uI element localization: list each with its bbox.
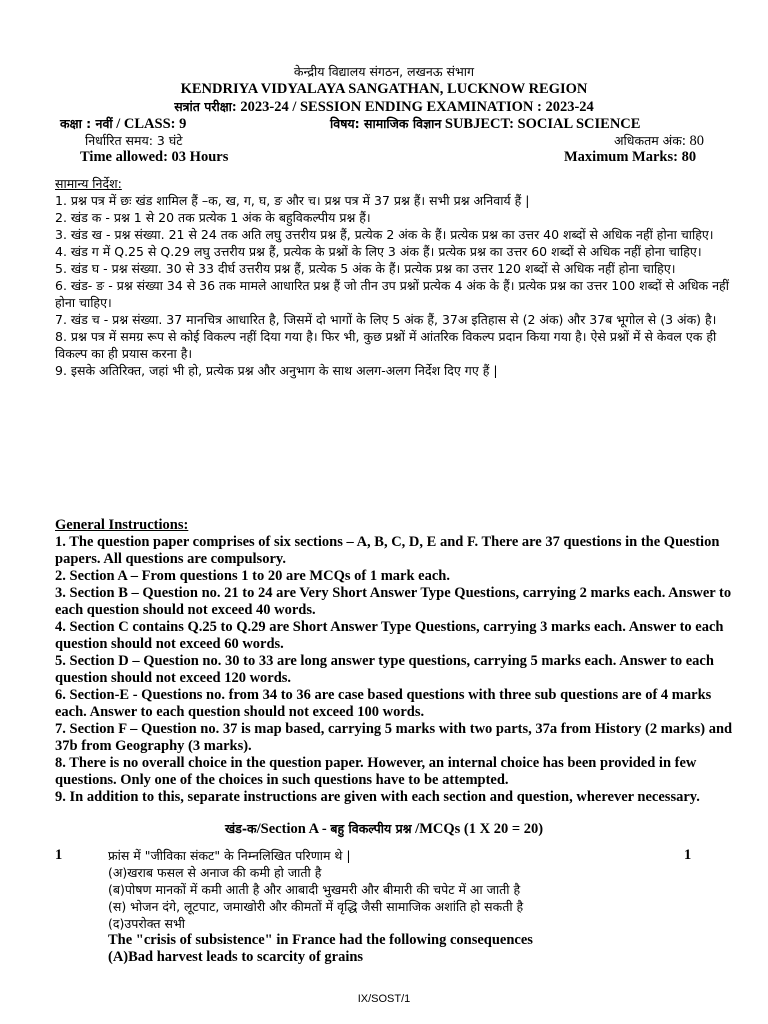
exam-title-english: : 2023-24 / SESSION ENDING EXAMINATION : 2023-24 (231, 99, 594, 115)
question-1-stem-hindi: फ्रांस में "जीविका संकट" के निम्नलिखित परिणाम थे | (108, 848, 351, 863)
question-1-option-a-english: (A)Bad harvest leads to scarcity of grains (108, 949, 364, 965)
english-instruction-2: 2. Section A – From questions 1 to 20 are MCQs of 1 mark each. (55, 568, 450, 584)
page-footer: IX/SOST/1 (357, 993, 411, 1005)
question-1-option-a-hindi: (अ)खराब फसल से अनाज की कमी हो जाती है (108, 865, 322, 880)
max-marks-hindi: अधिकतम अंक: 80 (614, 133, 704, 149)
question-marks: 1 (684, 847, 692, 863)
question-1-option-b-hindi: (ब)पोषण मानकों में कमी आती है और आबादी भुखमरी और बीमारी की चपेट में आ जाती है (108, 882, 521, 897)
hindi-instruction-3: 3. खंड ख - प्रश्न संख्या. 21 से 24 तक अति लघु उत्तरीय प्रश्न हैं, प्रत्येक 2 अंक के हैं। प्रत्येक प्रश्न का उत्तर 40 शब्दों से अधिक नहीं होना चाहिए। (55, 227, 714, 242)
english-instruction-1: 1. The question paper comprises of six sections – A, B, C, D, E and F. There are 37 questions in the Question papers. All questions are compulsory. (55, 534, 720, 567)
org-name-hindi: केन्द्रीय विद्यालय संगठन, लखनऊ संभाग (293, 64, 475, 79)
exam-title-hindi: सत्रांत परीक्षा (174, 99, 232, 114)
english-instruction-8: 8. There is no overall choice in the question paper. However, an internal choice has been provided in few questions. Only one of the choices in such questions have to be attempted. (55, 755, 697, 788)
english-instruction-6: 6. Section-E - Questions no. from 34 to 36 are case based questions with three sub questions are of 4 marks each. Answer to each question should not exceed 100 words. (55, 687, 712, 720)
hindi-instructions (55, 175, 735, 379)
question-number: 1 (55, 847, 63, 863)
hindi-instruction-2: 2. खंड क - प्रश्न 1 से 20 तक प्रत्येक 1 अंक के बहुविकल्पीय प्रश्न हैं। (55, 210, 371, 225)
hindi-instruction-1: 1. प्रश्न पत्र में छः खंड शामिल हैं –क, ख, ग, घ, ङ और च। प्रश्न पत्र में 37 प्रश्न हैं। सभी प्रश्न अनिवार्य हैं | (55, 193, 530, 208)
hindi-instruction-7: 7. खंड च - प्रश्न संख्या. 37 मानचित्र आधारित है, जिसमें दो भागों के लिए 5 अंक हैं, 37अ इतिहास से (2 अंक) और 37ब भूगोल से (3 अंक) है। (55, 312, 717, 327)
hindi-instruction-5: 5. खंड घ - प्रश्न संख्या. 30 से 33 दीर्घ उत्तरीय प्रश्न हैं, प्रत्येक 5 अंक के हैं। प्रत्येक प्रश्न का उत्तर 120 शब्दों से अधिक नहीं होना चाहिए। (55, 261, 676, 276)
class-label-english: / CLASS: 9 (112, 116, 187, 132)
section-a-heading: खंड-क/Section A - बहु विकल्पीय प्रश्न /MCQs (1 X 20 = 20) (224, 821, 544, 837)
subject-label-hindi: विषय: सामाजिक विज्ञान (330, 116, 442, 131)
hindi-instructions-heading: सामान्य निर्देश: (55, 176, 122, 191)
subject-label (330, 115, 640, 133)
english-instructions-heading: General Instructions: (55, 517, 189, 533)
hindi-instruction-4: 4. खंड ग में Q.25 से Q.29 लघु उत्तरीय प्रश्न हैं, प्रत्येक के प्रश्नों के लिए 3 अंक हैं। प्रत्येक प्रश्न का उत्तर 60 शब्दों से अधिक नहीं होना चाहिए। (55, 244, 702, 259)
org-name-english: KENDRIYA VIDYALAYA SANGATHAN, LUCKNOW REGION (180, 81, 588, 97)
hindi-instruction-9: 9. इसके अतिरिक्त, जहां भी हो, प्रत्येक प्रश्न और अनुभाग के साथ अलग-अलग निर्देश दिए गए हैं | (55, 363, 498, 378)
question-1-option-d-hindi: (द)उपरोक्त सभी (108, 916, 185, 931)
time-allowed-english: Time allowed: 03 Hours (80, 149, 229, 165)
english-instruction-4: 4. Section C contains Q.25 to Q.29 are Short Answer Type Questions, carrying 3 marks each. Answer to each question should not exceed 60 words. (55, 619, 724, 652)
subject-label-english: SUBJECT: SOCIAL SCIENCE (441, 116, 641, 132)
english-instruction-3: 3. Section B – Question no. 21 to 24 are Very Short Answer Type Questions, carrying 2 marks each. Answer to each question should not exceed 40 words. (55, 585, 732, 618)
exam-title (0, 98, 768, 116)
question-1-option-c-hindi: (स) भोजन दंगे, लूटपाट, जमाखोरी और कीमतों में वृद्धि जैसी सामाजिक अशांति हो सकती है (108, 899, 524, 914)
english-instructions (55, 517, 735, 806)
question-1-stem-english: The "crisis of subsistence" in France had the following consequences (108, 932, 533, 948)
max-marks-english: Maximum Marks: 80 (564, 149, 697, 165)
english-instruction-5: 5. Section D – Question no. 30 to 33 are long answer type questions, carrying 5 marks each. Answer to each question should not exceed 120 words. (55, 653, 714, 686)
question-1-body (108, 847, 668, 966)
class-label-hindi: कक्षा : नवीं (60, 116, 113, 131)
english-instruction-9: 9. In addition to this, separate instructions are given with each section and question, wherever necessary. (55, 789, 700, 805)
class-label (60, 115, 186, 133)
time-allowed-hindi: निर्धारित समय: 3 घंटे (85, 133, 183, 148)
english-instruction-7: 7. Section F – Question no. 37 is map based, carrying 5 marks with two parts, 37a from History (2 marks) and 37b from Geography (3 marks). (55, 721, 733, 754)
hindi-instruction-6: 6. खंड- ङ - प्रश्न संख्या 34 से 36 तक मामले आधारित प्रश्न हैं जो तीन उप प्रश्नों प्रत्येक 4 अंक के हैं। प्रत्येक प्रश्न का उत्तर 100 शब्दों से अधिक नहीं होना चाहिए। (55, 278, 729, 310)
hindi-instruction-8: 8. प्रश्न पत्र में समग्र रूप से कोई विकल्प नहीं दिया गया है। फिर भी, कुछ प्रश्नों में आंतरिक विकल्प प्रदान किया गया है। ऐसे प्रश्नों में से केवल एक ही विकल्प का ही प्रयास करना है। (55, 329, 717, 361)
